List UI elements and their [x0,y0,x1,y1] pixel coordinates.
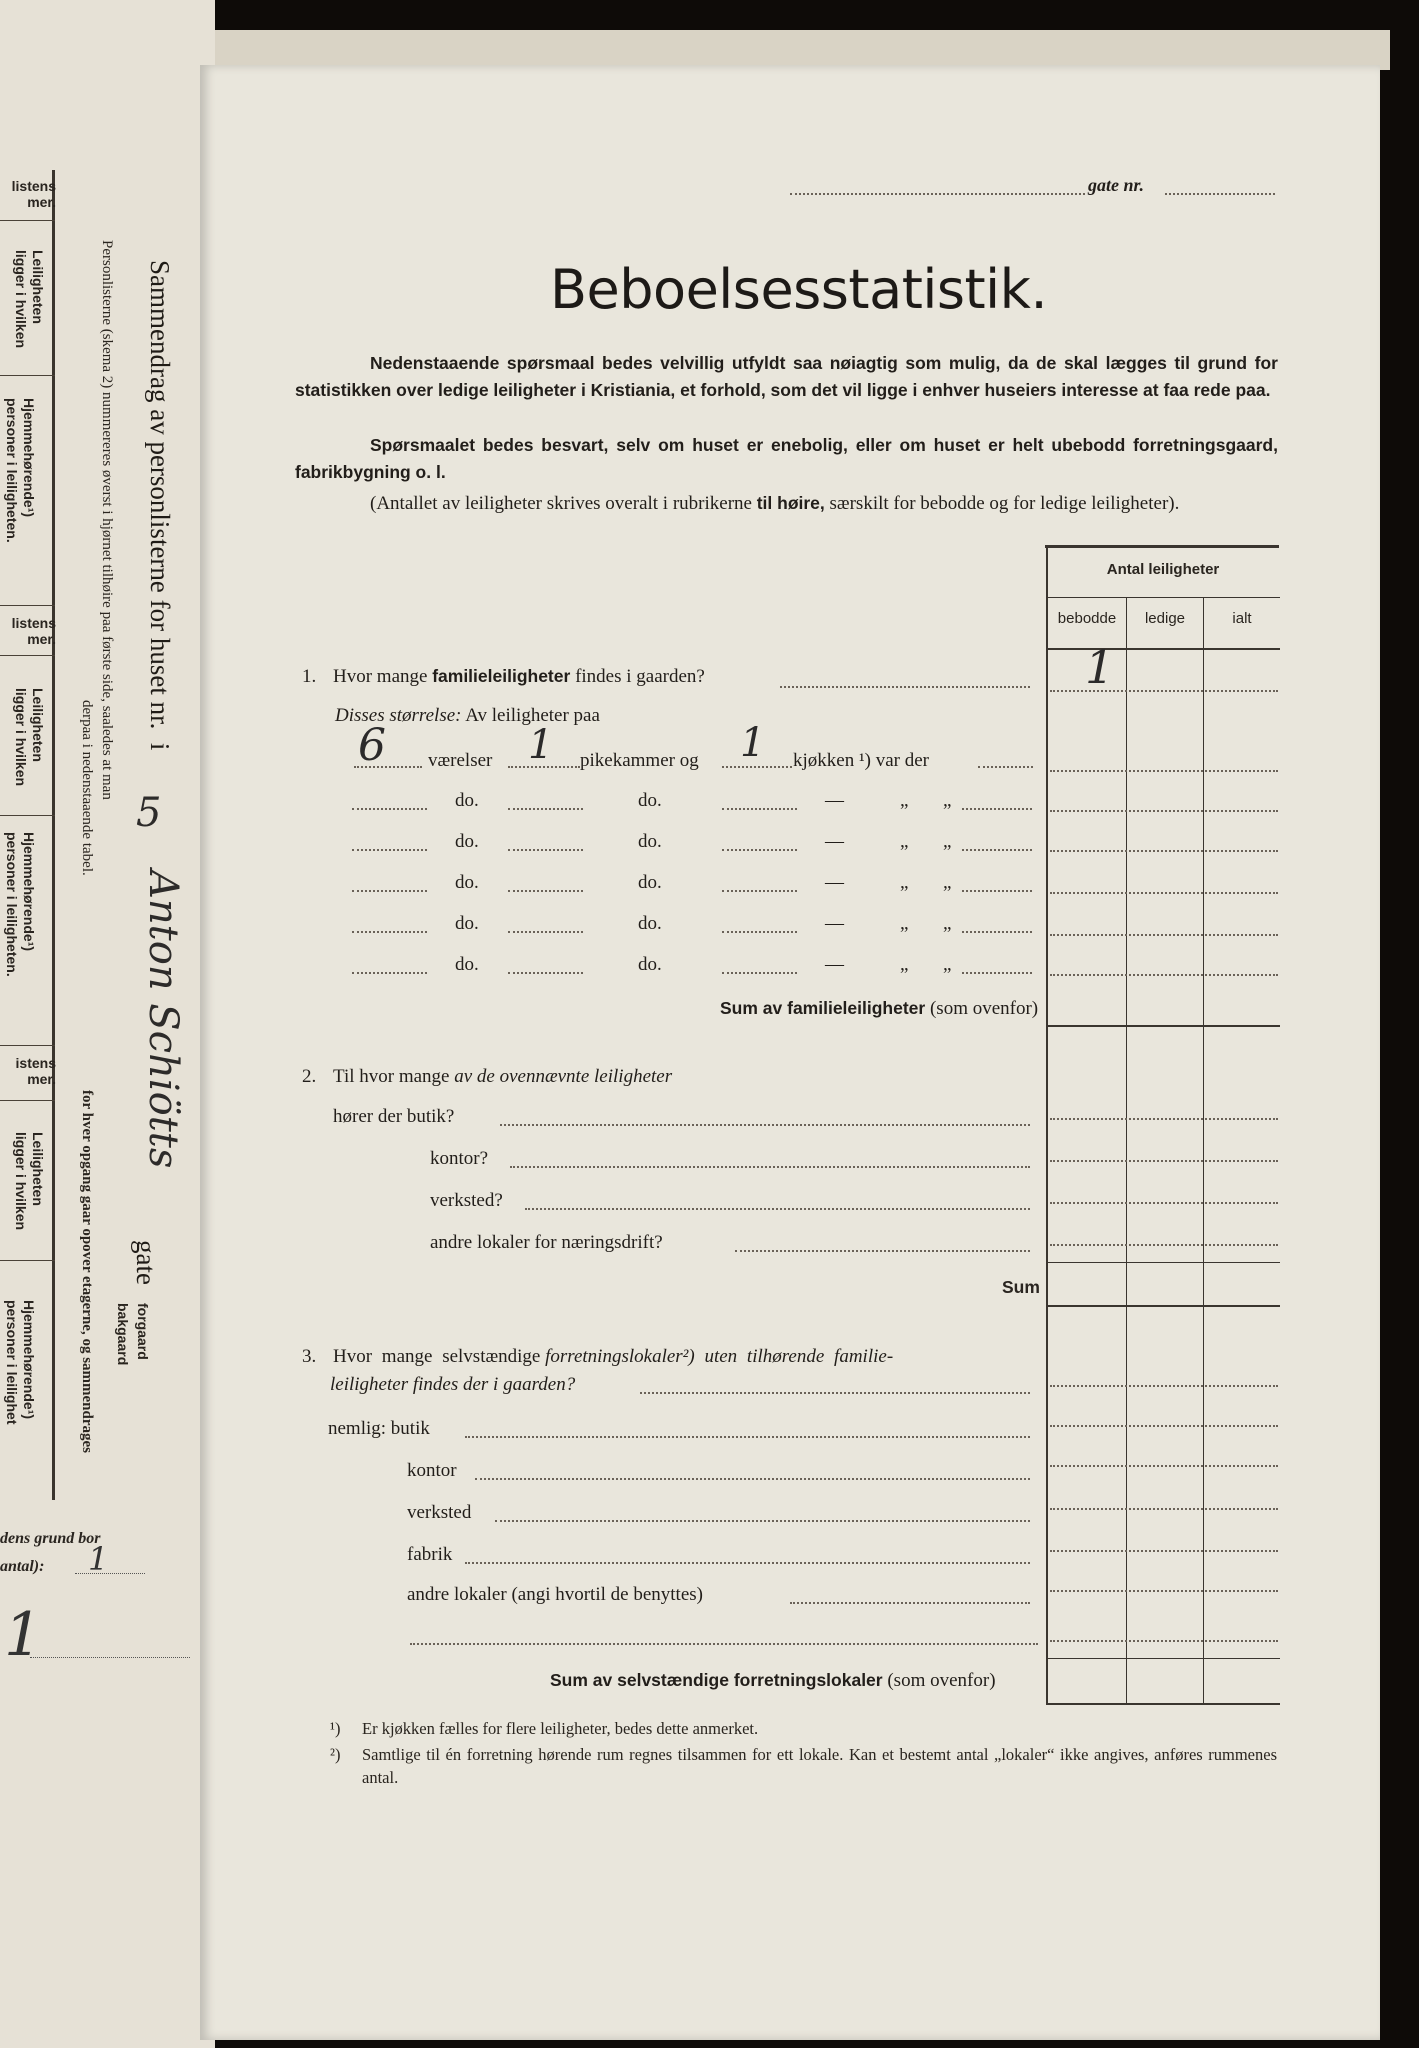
dotted-line [962,972,1032,974]
dotted-line [352,972,427,974]
col-bebodde: bebodde [1057,610,1117,627]
pikekammer-dots [508,766,580,768]
do-dash: — [825,831,844,852]
do-label: do. [638,790,662,811]
left-bottom-dots [30,1657,190,1658]
q3-write-line [410,1643,1038,1645]
forgaard-label: forgaard [135,1303,151,1360]
table-left-rule [1046,545,1048,1705]
table-row-line [1050,974,1278,976]
sum-forretning [550,1670,996,1692]
table-row-line [1050,892,1278,894]
do-label: do. [455,954,479,975]
left-divider [0,375,55,376]
q1-c: findes i gaarden? [575,666,705,687]
do-label: do. [638,831,662,852]
dotted-line [508,972,583,974]
do-quote: „ [943,790,952,811]
dotted-line [508,849,583,851]
table-row-line [1050,1385,1278,1387]
do-row-dots [352,972,427,974]
q3-andre: andre lokaler (angi hvortil de benyttes) [407,1584,703,1605]
intro-paragraph-3 [295,490,1278,517]
sum-forretning-b: (som ovenfor) [887,1670,996,1691]
left-header-1: listens mer. [11,178,56,210]
do-row-dots [352,890,427,892]
q2-butik-dots [500,1124,1030,1126]
do-label: do. [455,872,479,893]
left-bottom-handwriting: 1 [4,1600,43,1670]
table-header-rule [1046,597,1280,598]
table-row-line [1050,1508,1278,1510]
left-divider [0,1260,55,1261]
do-dash: — [825,913,844,934]
do-quote: „ [900,913,909,934]
left-bottom-note-2: antal): [0,1558,45,1575]
q3-c: leiligheter findes der i gaarden? [330,1374,576,1395]
left-note-dots [75,1573,145,1574]
q2-a: Til hvor mange [333,1066,450,1087]
q2-verksted: verksted? [430,1190,503,1211]
gate-nr-label: gate nr. [1088,175,1145,195]
q3-number: 3. [302,1346,317,1367]
table-row-line [1050,934,1278,936]
q3-fabrik: fabrik [407,1544,453,1565]
dotted-line [722,890,797,892]
hand-vaerelser: 6 [358,720,386,771]
footnote-2-mark: ²) [330,1745,341,1764]
q2-sum: Sum [1002,1277,1040,1297]
do-quote: „ [900,790,909,811]
hand-kjokken: 1 [740,720,766,766]
left-divider [0,220,55,221]
left-bottom-note-1: dens grund bor [0,1530,101,1547]
sum-family-b: (som ovenfor) [929,998,1039,1019]
do-row-dots [962,890,1032,892]
q3-c-dots [640,1392,1030,1394]
left-col-leilighet-1: Leiligheten ligger i hvilken [13,250,46,349]
left-col-hjemme-2: Hjemmehørende¹) personer i leiligheten. [4,832,37,977]
q3-kontor-dots [475,1478,1030,1480]
do-row-dots [962,972,1032,974]
table-bottom-rule [1046,1703,1280,1705]
q3-nemlig-butik: nemlig: butik [328,1418,430,1439]
table-row-line [1050,1425,1278,1427]
table-rule [1046,1658,1280,1659]
row-kjokken: kjøkken ¹) var der [793,750,930,771]
q2-andre: andre lokaler for næringsdrift? [430,1232,663,1253]
vaerelser-dots [354,766,422,768]
q2-b: av de ovennævnte leiligheter [454,1066,673,1087]
disses-rest: Av leiligheter paa [465,705,600,726]
left-header-2: listens mer. [11,615,56,647]
q3-verksted-dots [495,1520,1030,1522]
col-ledige: ledige [1144,610,1186,627]
do-row-dots [962,849,1032,851]
do-row-dots [722,890,797,892]
dotted-line [962,931,1032,933]
do-label: do. [638,872,662,893]
do-dash: — [825,954,844,975]
sum-family-a: Sum av familieleiligheter [720,998,926,1018]
q2-kontor-dots [510,1166,1030,1168]
footnote-2: Samtlige til én forretning hørende rum regnes tilsammen for ett lokale. Kan et bestemt antal „lokaler“ ikke angives, anføres rummenes antal. [362,1745,1277,1787]
table-header-bottom-rule [1046,648,1280,650]
q3-a: Hvor mange selvstændige [333,1346,541,1367]
left-divider [0,605,55,606]
do-quote: „ [900,872,909,893]
handwritten-house-nr: 5 [136,790,162,836]
do-row-dots [508,849,583,851]
dotted-line [722,972,797,974]
left-divider [0,1100,55,1101]
do-row-dots [508,890,583,892]
table-col-rule [1126,597,1127,1705]
sum-forretning-a: Sum av selvstændige forretningslokaler [550,1670,883,1690]
left-col-hjemme-3: Hjemmehørende¹) personer i leilighet [4,1300,37,1425]
table-col-rule [1203,597,1204,1705]
table-row-line [1050,1465,1278,1467]
handwritten-street: Anton Schiötts [140,870,186,1169]
dotted-line [352,890,427,892]
q3-kontor: kontor [407,1460,457,1481]
intro-3c: særskilt for bebodde og for ledige leiligheter). [829,493,1180,514]
q3-butik-dots [465,1436,1030,1438]
table-row-line [1050,850,1278,852]
table-row-line [1050,1640,1278,1642]
q2-butik: hører der butik? [333,1106,455,1127]
footnote-1: Er kjøkken fælles for flere leiligheter, bedes dette anmerket. [362,1719,759,1738]
footnote-1-mark: ¹) [330,1719,341,1738]
vertical-title [130,260,190,750]
q3-andre-dots [790,1602,1030,1604]
page-edge [215,30,1390,70]
q2-text [302,1066,672,1088]
intro-paragraph-2: Spørsmaalet bedes besvart, selv om huset er enebolig, eller om huset er helt ubebodd forretningsgaard, fabrikbygning o. l. [295,435,1278,482]
left-divider [0,1045,55,1046]
dotted-line [962,808,1032,810]
vertical-instruction-3: for hver opgang gaar opover etagerne, og sammendrages [79,1090,95,1454]
left-divider [0,815,55,816]
dotted-line [352,808,427,810]
vertical-title-gate: gate [131,1240,161,1285]
do-quote: „ [943,954,952,975]
do-row-dots [962,931,1032,933]
vertical-instruction-2: derpaa i nedenstaaende tabel. [79,700,95,876]
table-row-line [1050,1550,1278,1552]
do-quote: „ [943,831,952,852]
row-pikekammer: pikekammer og [580,750,699,771]
do-label: do. [455,831,479,852]
page-title: Beboelsesstatistik. [550,258,1048,321]
left-header-3: istens mer. [15,1055,56,1087]
table-row-line [1050,1244,1278,1246]
q3-text [302,1346,893,1368]
dotted-line [722,849,797,851]
do-row-dots [508,808,583,810]
vertical-title-i: i [145,742,175,751]
do-quote: „ [943,872,952,893]
left-col-leilighet-3: Leiligheten ligger i hvilken [13,1132,46,1231]
table-sum-rule [1046,1025,1280,1027]
do-label: do. [455,913,479,934]
left-note-value: 1 [88,1540,109,1578]
do-label: do. [638,913,662,934]
do-row-dots [962,808,1032,810]
left-col-leilighet-2: Leiligheten ligger i hvilken [13,688,46,787]
row-end-dots [978,766,1033,768]
table-header: Antal leiligheter [1106,561,1220,578]
sum-family [720,998,1038,1020]
q1-b: familieleiligheter [432,666,571,686]
dotted-line [352,849,427,851]
table-top-rule [1045,545,1279,548]
do-quote: „ [900,954,909,975]
table-row-line [1050,1202,1278,1204]
gate-nr-line-2 [1165,193,1275,195]
left-page [0,0,215,2048]
intro-3b: til høire, [756,493,825,513]
do-row-dots [352,931,427,933]
vertical-title-text: Sammendrag av personlisterne for huset nr. [145,260,175,730]
q3-b: forretningslokaler²) uten tilhørende familie- [545,1346,894,1367]
vertical-instruction-1: Personlisterne (skema 2) nummereres øverst i hjørnet tilhøire paa første side, saaledes at man [99,240,115,800]
q3-verksted: verksted [407,1502,472,1523]
intro-3a: (Antallet av leiligheter skrives overalt i rubrikerne [370,493,752,514]
do-label: do. [455,790,479,811]
dotted-line [962,890,1032,892]
dotted-line [962,849,1032,851]
disses-label: Disses størrelse: [335,705,462,726]
table-sum-rule [1046,1305,1280,1307]
dotted-line [352,931,427,933]
do-row-dots [508,972,583,974]
gate-nr-line [790,193,1085,195]
q1-text [302,666,705,688]
row-vaerelser: værelser [428,750,493,771]
bakgaard-label: bakgaard [115,1303,131,1366]
do-row-dots [352,849,427,851]
q2-verksted-dots [525,1208,1030,1210]
table-rule [1046,1262,1280,1263]
table-row-line [1050,770,1278,772]
dotted-line [722,808,797,810]
left-page-rule [52,170,55,1500]
q2-number: 2. [302,1066,317,1087]
q1-a: Hvor mange [333,666,428,687]
q1-dots [780,686,1030,688]
do-dash: — [825,872,844,893]
table-row-line [1050,1160,1278,1162]
do-row-dots [722,849,797,851]
intro-paragraph-1: Nedenstaaende spørsmaal bedes velvillig utfyldt saa nøiagtig som mulig, da de skal lægges til grund for statistikken over ledige leiligheter i Kristiania, et forhold, som det vil ligge i enhver huseiers interesse at faa rede paa. [295,353,1278,400]
q1-answer-bebodde: 1 [1085,640,1115,694]
do-row-dots [508,931,583,933]
left-divider [0,655,55,656]
do-dash: — [825,790,844,811]
table-row-line [1050,1590,1278,1592]
dotted-line [722,931,797,933]
col-ialt: ialt [1232,610,1252,627]
q2-kontor: kontor? [430,1148,489,1169]
table-row-line [1050,1118,1278,1120]
do-row-dots [352,808,427,810]
do-quote: „ [900,831,909,852]
q3-fabrik-dots [465,1562,1030,1564]
q1-number: 1. [302,666,317,687]
dotted-line [508,808,583,810]
dotted-line [508,931,583,933]
dotted-line [508,890,583,892]
q2-andre-dots [735,1250,1030,1252]
table-row-line [1050,810,1278,812]
do-row-dots [722,808,797,810]
do-label: do. [638,954,662,975]
do-row-dots [722,931,797,933]
left-col-hjemme-1: Hjemmehørende¹) personer i leiligheten. [4,398,37,543]
kjokken-dots [722,766,792,768]
do-quote: „ [943,913,952,934]
do-row-dots [722,972,797,974]
hand-pikekammer: 1 [528,722,554,768]
